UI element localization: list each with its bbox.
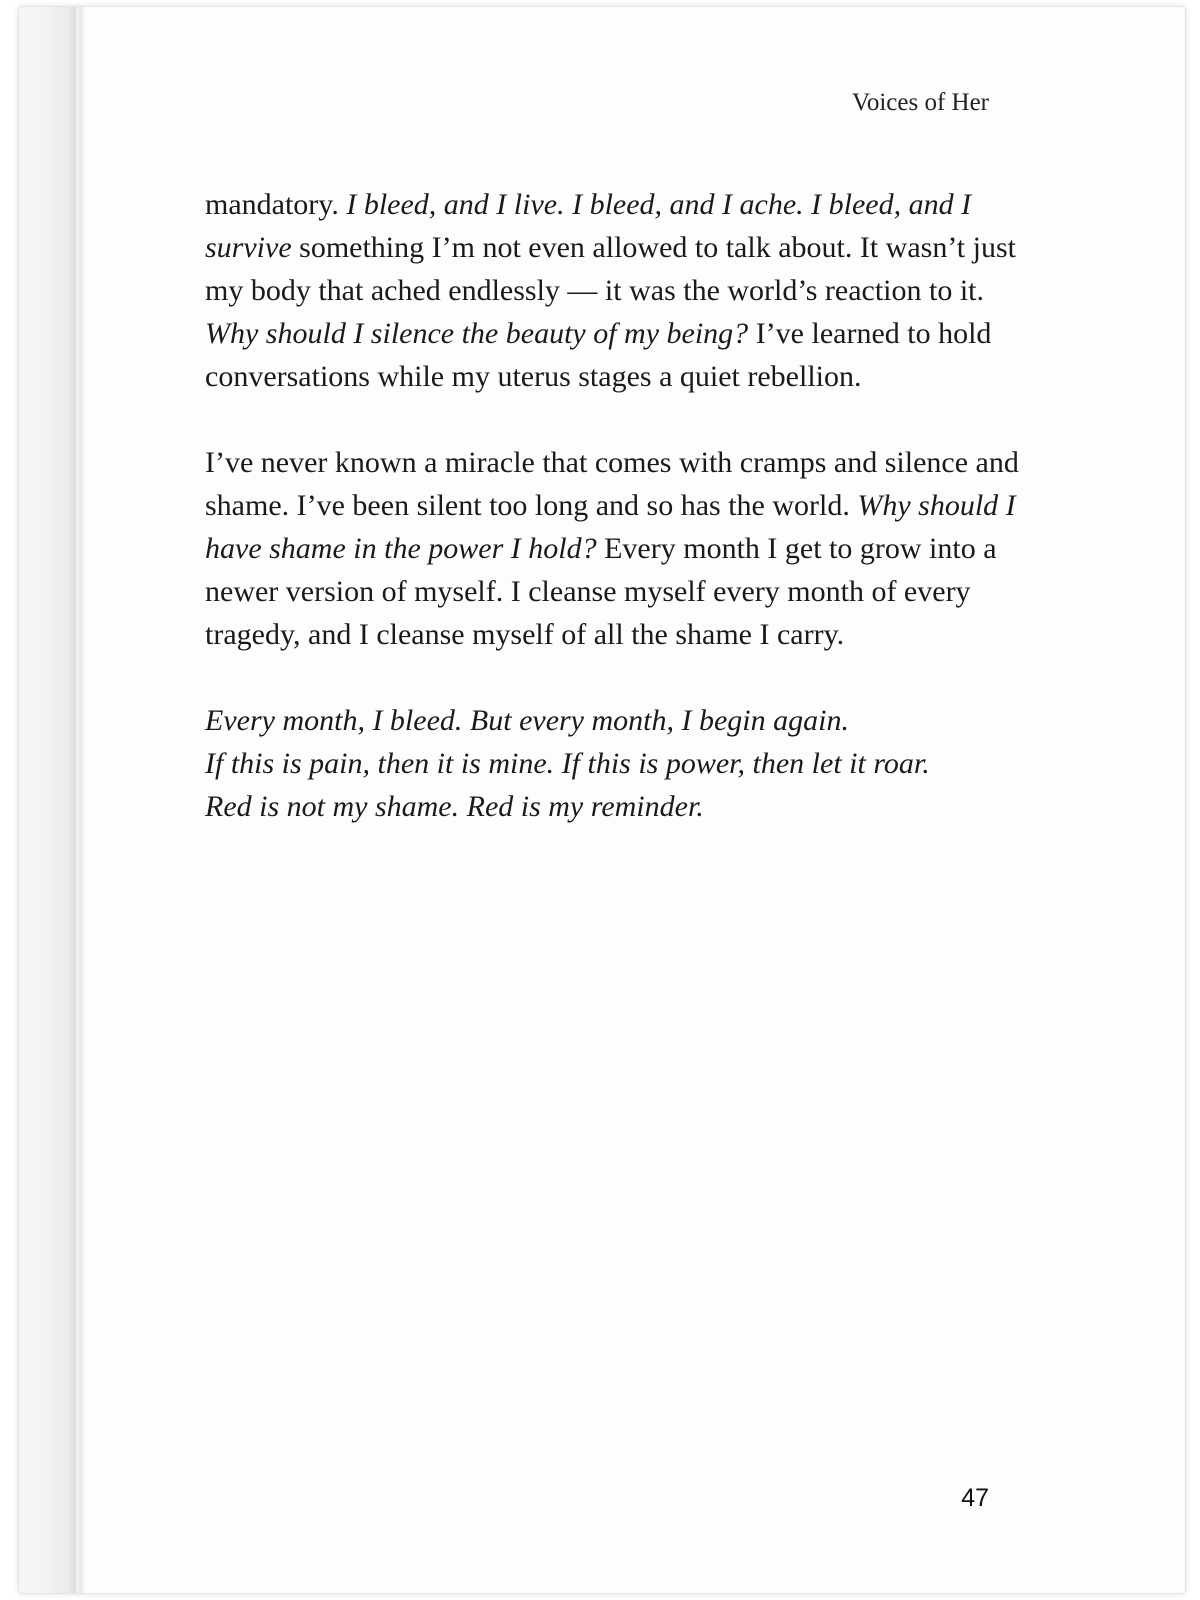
page-number: 47 — [961, 1484, 989, 1512]
closing-line-1: Every month, I bleed. But every month, I begin again. — [205, 704, 849, 737]
paragraph-2-italic-1: Why should I have shame in the power I hold? — [205, 489, 1016, 565]
paragraph-1-text-2: something I’m not even allowed to talk about. It wasn’t just my body that ached endlessly — it was the world’s reaction to it. — [205, 231, 1016, 307]
book-page — [18, 6, 1186, 1594]
book-spine — [19, 7, 85, 1593]
closing-stanza — [205, 699, 1025, 828]
paragraph-2-text-1: I’ve never known a miracle that comes with cramps and silence and shame. I’ve been silent too long and so has the world. — [205, 446, 1019, 522]
paragraph-1-italic-1: I bleed, and I live. I bleed, and I ache. I bleed, and I survive — [205, 188, 972, 264]
paragraph-2 — [205, 441, 1025, 656]
paragraph-1-text-1: mandatory. — [205, 188, 347, 221]
closing-line-2: If this is pain, then it is mine. If this is power, then let it roar. — [205, 747, 930, 780]
paragraph-1-italic-2: Why should I silence the beauty of my being? — [205, 317, 749, 350]
closing-line-3: Red is not my shame. Red is my reminder. — [205, 790, 704, 823]
running-header: Voices of Her — [852, 89, 989, 116]
paragraph-1 — [205, 183, 1025, 398]
page-body — [205, 183, 1025, 828]
paragraph-1-text-3: I’ve learned to hold conversations while my uterus stages a quiet rebellion. — [205, 317, 992, 393]
paragraph-2-text-2: Every month I get to grow into a newer version of myself. I cleanse myself every month of every tragedy, and I cleanse myself of all the shame I carry. — [205, 532, 997, 651]
